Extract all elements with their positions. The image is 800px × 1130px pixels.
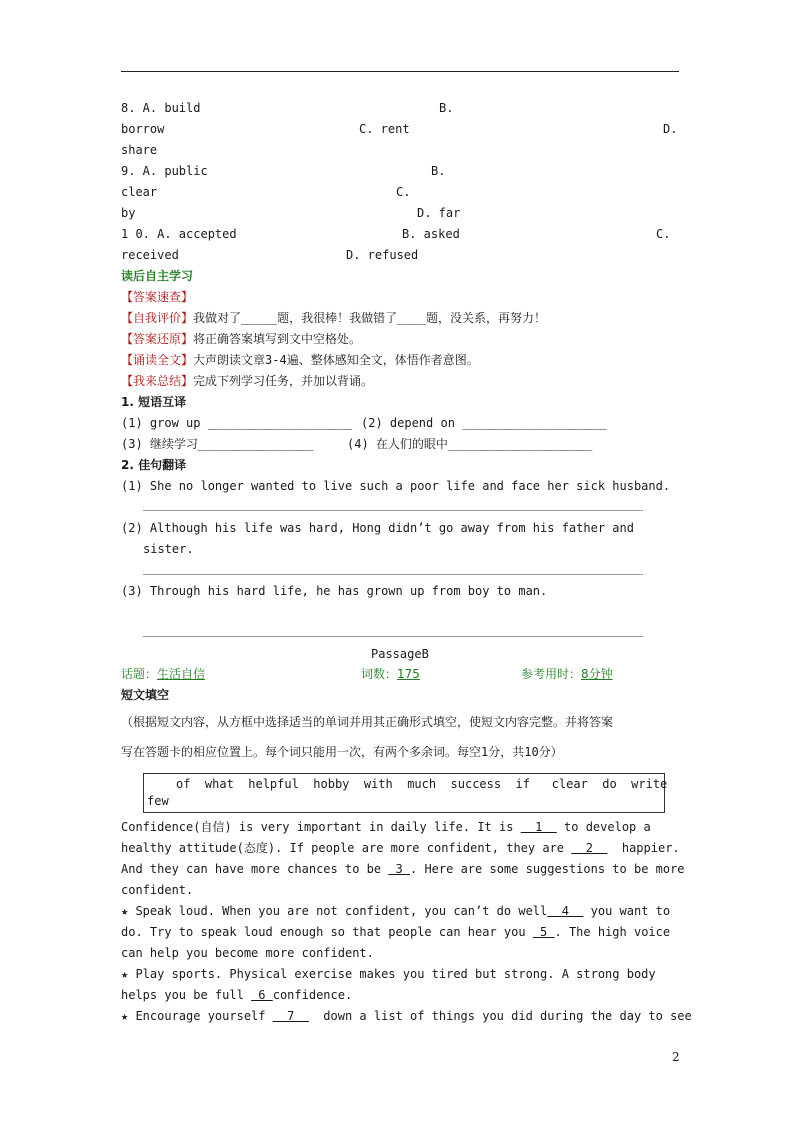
read-text: 大声朗读文章3-4遍、整体感知全文，体悟作者意图。 [193,353,479,367]
answer-check-tag: 【答案速查】 [121,290,194,304]
q10-option-c-letter: C. [656,227,671,241]
time-value: 8分钟 [581,667,613,681]
sentence-3: (3) Through his hard life, he has grown up from boy to man. [121,584,548,598]
read-line [121,352,479,368]
words-value: 175 [397,667,420,681]
body-text: Confidence(自信) is very important in daily life. It is [121,820,521,834]
word-box [143,773,668,813]
phrase-4: (4) 在人们的眼中____________________ [347,437,593,451]
words-line [361,666,420,682]
self-eval-line [121,310,546,326]
q10-option-c-word: received [121,248,179,262]
q9-option-d: D. far [417,206,461,220]
topic-value: 生活自信 [157,667,206,681]
body-text: you want to [583,904,671,918]
word-box-line-2: few [147,794,169,808]
restore-text: 将正确答案填写到文中空格处。 [193,332,362,346]
body-text: healthy attitude(态度). If people are more confident, they are [121,841,572,855]
body-text: helps you be full [121,988,252,1002]
body-line-2 [121,840,680,856]
page-number: 2 [672,1050,680,1064]
phrase-1: (1) grow up ____________________ [121,416,353,430]
q8-option-b-word: borrow [121,122,165,136]
words-label: 词数： [361,667,398,681]
blank-5: 5 [532,925,555,939]
blank-2: 2 [571,841,608,855]
passage-title: PassageB [371,647,429,661]
phrases-title: 1. 短语互译 [121,395,187,409]
sentence-1: (1) She no longer wanted to live such a poor life and face her sick husband. [121,479,671,493]
body-line-8: ★ Play sports. Physical exercise makes you tired but strong. A strong body [121,967,656,981]
sentence-2-cont: sister. [143,542,194,556]
q9-option-a: 9. A. public [121,164,208,178]
self-eval-text: 我做对了_____题，我很棒！我做错了____题，没关系，再努力！ [193,311,547,325]
body-text: . Here are some suggestions to be more [410,862,685,876]
summary-line [121,373,373,389]
body-line-6 [121,924,670,940]
summary-text: 完成下列学习任务，并加以背诵。 [193,374,374,388]
read-tag: 【诵读全文】 [121,353,194,367]
section-title: 短文填空 [121,688,170,702]
word-box-line-1: of what helpful hobby with much success if clear do write [176,777,668,791]
answer-line-3 [143,636,643,637]
blank-7: 7 [272,1009,309,1023]
summary-tag: 【我来总结】 [121,374,194,388]
blank-1: 1 [520,820,557,834]
q8-option-a: 8. A. build [121,101,201,115]
q8-option-c: C. rent [359,122,410,136]
body-line-3 [121,861,685,877]
time-line [521,666,613,682]
q8-option-d-letter: D. [663,122,678,136]
q10-option-b: B. asked [402,227,460,241]
topic-label: 话题： [121,667,158,681]
body-line-7: can help you become more confident. [121,946,374,960]
phrase-2: (2) depend on ____________________ [361,416,607,430]
q8-option-b-letter: B. [439,101,454,115]
body-text: happier. [607,841,680,855]
answer-line-1 [143,510,643,511]
body-text: down a list of things you did during the day to see [308,1009,692,1023]
body-text: do. Try to speak loud enough so that people can hear you [121,925,533,939]
body-line-10 [121,1008,692,1024]
instruction-2: 写在答题卡的相应位置上。每个词只能用一次，有两个多余词。每空1分，共10分） [121,745,563,759]
blank-6: 6 [251,988,273,1002]
body-text: to develop a [556,820,651,834]
body-text: ★ Encourage yourself [121,1009,273,1023]
restore-tag: 【答案还原】 [121,332,194,346]
q9-option-c-word: by [121,206,136,220]
answer-line-2 [143,574,643,575]
restore-line [121,331,361,347]
translate-title: 2. 佳句翻译 [121,458,187,472]
blank-3: 3 [388,862,410,876]
topic-line [121,666,205,682]
body-line-1 [121,819,651,835]
body-text: And they can have more chances to be [121,862,389,876]
q8-option-d-word: share [121,143,158,157]
sentence-2-text: (2) Although his life was hard, Hong didn’t go away from his father and [121,521,634,535]
body-text: ★ Speak loud. When you are not confident, you can’t do well [121,904,548,918]
body-line-9 [121,987,352,1003]
body-text: . The high voice [554,925,671,939]
self-eval-tag: 【自我评价】 [121,311,194,325]
q10-option-d: D. refused [346,248,419,262]
self-study-title: 读后自主学习 [121,269,194,283]
sentence-2 [121,520,679,536]
phrase-3: (3) 继续学习________________ [121,437,314,451]
instruction-1: （根据短文内容，从方框中选择适当的单词并用其正确形式填空，使短文内容完整。并将答案 [121,715,614,729]
blank-4: 4 [547,904,584,918]
q9-option-c-letter: C. [396,185,411,199]
q9-option-b-word: clear [121,185,158,199]
q10-option-a: 1 0. A. accepted [121,227,237,241]
body-text: confidence. [272,988,353,1002]
header-rule [121,71,679,72]
body-line-4: confident. [121,883,194,897]
time-label: 参考用时： [521,667,582,681]
body-line-5 [121,903,670,919]
q9-option-b-letter: B. [431,164,446,178]
